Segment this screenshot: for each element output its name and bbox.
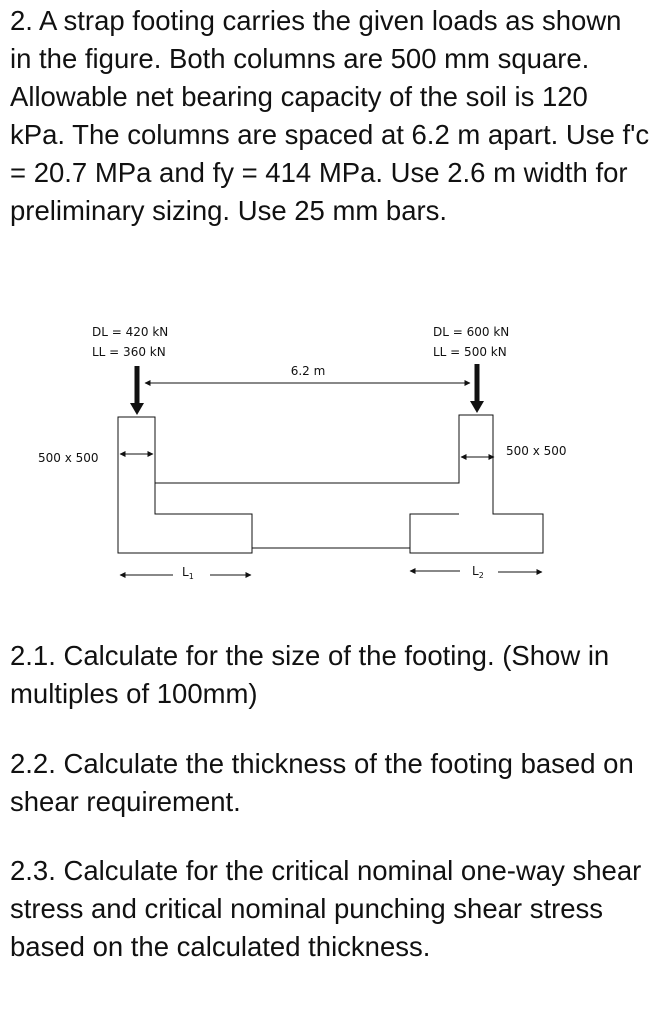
right-column-size-label: 500 x 500 xyxy=(506,444,567,458)
right-load-arrow xyxy=(470,364,484,413)
strap-footing-outline xyxy=(118,415,543,553)
left-column-size-label: 500 x 500 xyxy=(38,451,99,465)
left-load-arrow xyxy=(130,366,144,415)
question-2-3: 2.3. Calculate for the critical nominal one-way shear stress and critical nominal punching shear stress based on the calculated thickness. xyxy=(10,855,642,962)
right-footing-length-label: $L_2$ xyxy=(472,564,484,580)
question-2-1: 2.1. Calculate for the size of the footing. (Show in multiples of 100mm) xyxy=(10,640,610,709)
right-live-load-label: LL = 500 kN xyxy=(433,345,507,359)
right-dead-load-label: DL = 600 kN xyxy=(433,325,510,339)
spacing-label: 6.2 m xyxy=(290,364,326,378)
question-2-2: 2.2. Calculate the thickness of the footing based on shear requirement. xyxy=(10,748,634,817)
left-footing-length-label: $L_1$ xyxy=(182,565,194,581)
left-dead-load-label: DL = 420 kN xyxy=(92,325,169,339)
left-live-load-label: LL = 360 kN xyxy=(92,345,166,359)
problem-statement: 2. A strap footing carries the given loads as shown in the figure. Both columns are 500 mm square. Allowable net bearing capacity of the soil is 120 kPa. The columns are spaced at 6.2 m apart. Use f'c = 20.7 MPa and fy = 414 MPa. Use 2.6 m width for preliminary sizing. Use 25 mm bars. xyxy=(10,5,650,226)
strap-footing-diagram xyxy=(0,300,659,600)
